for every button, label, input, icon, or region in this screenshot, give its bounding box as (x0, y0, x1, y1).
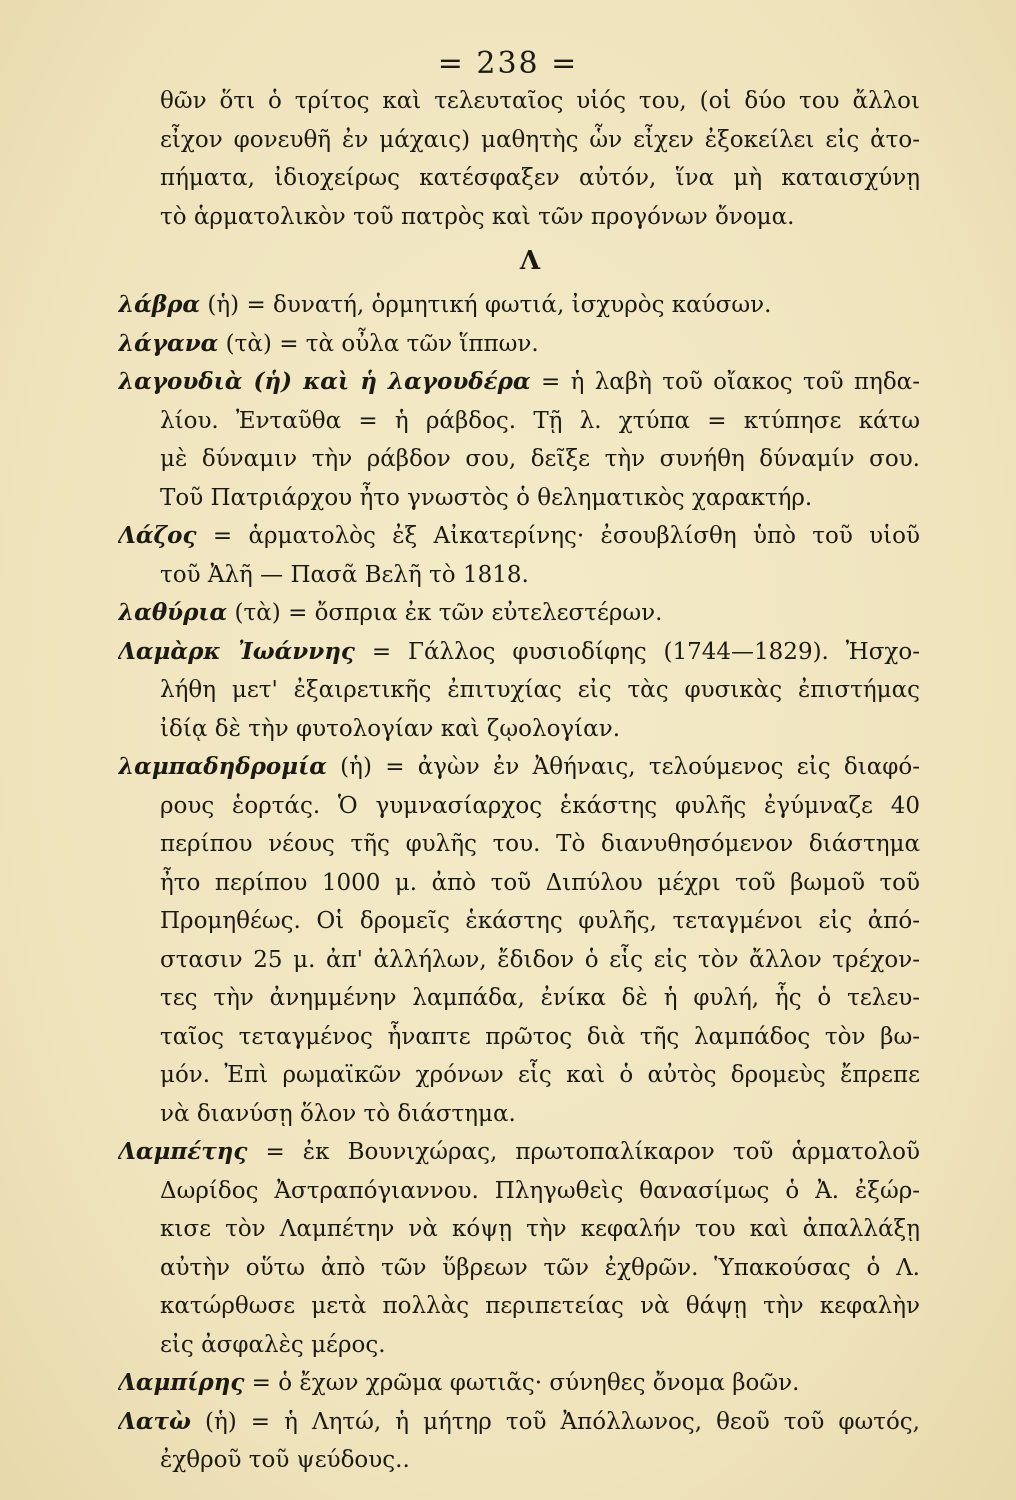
entry-first-line (118, 517, 920, 556)
entry-definition: = ἁρματολὸς ἐξ Αἰκατερίνης· ἐσουβλίσθη ὑπὸ τοῦ υἱοῦ (196, 523, 920, 549)
entry-headword: Λατὼ (118, 1407, 191, 1435)
entry-continuation-line: τες τὴν ἀνημμένην λαμπάδα, ἐνίκα δὲ ἡ φυλή, ἧς ὁ τελευ- (160, 985, 920, 1011)
entry-continuation-line: μόν. Ἐπὶ ρωμαϊκῶν χρόνων εἷς καὶ ὁ αὐτὸς δρομεὺς ἔπρεπε (160, 1062, 920, 1088)
entry-definition: = ἐκ Βουνιχώρας, πρωτοπαλίκαρον τοῦ ἁρματολοῦ (247, 1139, 920, 1165)
entry-continuation-line: κατώρθωσε μετὰ πολλὰς περιπετείας νὰ θάψῃ τὴν κεφαλὴν (160, 1293, 920, 1319)
entry-headword: Λαμπέτης (118, 1138, 248, 1165)
text-body (118, 82, 920, 1480)
entry-first-line (118, 1133, 920, 1172)
dictionary-entry (118, 748, 920, 1133)
entry-first-line (118, 1364, 920, 1403)
intro-line: τὸ ἁρματολικὸν τοῦ πατρὸς καὶ τῶν προγόνων ὄνομα. (160, 203, 795, 230)
entry-definition: (ἡ) = ἡ Λητώ, ἡ μήτηρ τοῦ Ἀπόλλωνος, θεοῦ τοῦ φωτός, (190, 1408, 920, 1435)
entry-headword: Λάζος (118, 522, 197, 549)
entry-continuation-line: λήθη μετ' ἐξαιρετικῆς ἐπιτυχίας εἰς τὰς φυσικὰς ἐπιστήμας (160, 677, 920, 703)
entry-first-line (118, 1403, 920, 1442)
entry-headword: λάβρα (118, 291, 201, 318)
entry-continuation-line: ἐχθροῦ τοῦ ψεύδους.. (160, 1447, 410, 1473)
entry-headword: Λαμπίρης (118, 1369, 245, 1396)
entry-continuation-line: μὲ δύναμιν τὴν ράβδον σου, δεῖξε τὴν συνήθη δύναμίν σου. (160, 446, 920, 472)
entry-continuation-line: στασιν 25 μ. ἀπ' ἀλλήλων, ἔδιδον ὁ εἷς εἰς τὸν ἄλλον τρέχον- (160, 946, 920, 973)
entry-continuation-line: ἦτο περίπου 1000 μ. ἀπὸ τοῦ Διπύλου μέχρι τοῦ βωμοῦ τοῦ (160, 869, 920, 896)
entry-first-line (118, 594, 920, 633)
page-number: = 238 = (437, 46, 579, 81)
entry-continuation-line: αὐτὴν οὕτω ἀπὸ τῶν ὕβρεων τῶν ἐχθρῶν. Ὑπακούσας ὁ Λ. (160, 1254, 920, 1281)
entry-continuation-line: τοῦ Ἀλῆ — Πασᾶ Βελῆ τὸ 1818. (160, 561, 529, 588)
entry-definition: (τὰ) = ὄσπρια ἐκ τῶν εὐτελεστέρων. (227, 600, 663, 626)
entry-first-line (118, 633, 920, 672)
entry-continuation-line: νὰ διανύσῃ ὅλον τὸ διάστημα. (160, 1100, 516, 1127)
entry-headword: λαμπαδηδρομία (118, 753, 327, 780)
entry-first-line (118, 748, 920, 787)
entry-first-line (118, 325, 920, 364)
entry-headword: Λαμὰρκ Ἰωάννης (118, 637, 355, 665)
entry-headword: λάγανα (118, 329, 219, 357)
entry-continuation-line: ταῖος τεταγμένος ἧναπτε πρῶτος διὰ τῆς λαμπάδος τὸν βω- (160, 1023, 920, 1050)
entry-definition: = ἡ λαβὴ τοῦ οἴακος τοῦ πηδα- (530, 369, 920, 395)
entry-definition: (ἡ) = ἀγὼν ἐν Ἀθήναις, τελούμενος εἰς διαφό- (326, 754, 920, 780)
entry-continuation-line: Δωρίδος Ἀστραπόγιαννου. Πληγωθεὶς θανασίμως ὁ Ἀ. ἐξώρ- (160, 1177, 920, 1204)
entry-continuation-line: ἰδίᾳ δὲ τὴν φυτολογίαν καὶ ζῳολογίαν. (160, 715, 621, 742)
dictionary-entry (118, 1133, 920, 1364)
entry-definition: = ὁ ἔχων χρῶμα φωτιᾶς· σύνηθες ὄνομα βοῶν. (244, 1370, 800, 1396)
dictionary-entry (118, 286, 920, 325)
intro-line: εἶχον φονευθῆ ἐν μάχαις) μαθητὴς ὧν εἶχεν ἐξοκείλει εἰς ἀτο- (160, 126, 920, 153)
section-letter: Λ (519, 246, 541, 276)
dictionary-entry (118, 363, 920, 517)
entry-first-line (118, 286, 920, 325)
entry-continuation-line: Προμηθέως. Οἱ δρομεῖς ἑκάστης φυλῆς, τεταγμένοι εἰς ἀπό- (160, 908, 920, 934)
entry-continuation-line: λίου. Ἐνταῦθα = ἡ ράβδος. Τῇ λ. χτύπα = κτύπησε κάτω (160, 407, 920, 434)
dictionary-entry (118, 1403, 920, 1480)
dictionary-entry (118, 517, 920, 594)
entries-list (118, 286, 920, 1480)
dictionary-entry (118, 325, 920, 364)
entry-headword: λαθύρια (118, 599, 228, 626)
dictionary-entry (118, 633, 920, 749)
entry-continuation-line: ρους ἑορτάς. Ὁ γυμνασίαρχος ἑκάστης φυλῆς ἐγύμναζε 40 (160, 792, 920, 819)
entry-continuation-line: εἰς ἀσφαλὲς μέρος. (160, 1331, 386, 1358)
intro-line: θῶν ὅτι ὁ τρίτος καὶ τελευταῖος υἱός του, (οἱ δύο του ἄλλοι (160, 88, 920, 114)
intro-line: πήματα, ἰδιοχείρως κατέσφαξεν αὐτόν, ἵνα μὴ καταισχύνῃ (160, 165, 920, 191)
entry-definition: = Γάλλος φυσιοδίφης (1744—1829). Ἠσχο- (354, 638, 920, 665)
entry-definition: (ἡ) = δυνατή, ὁρμητική φωτιά, ἰσχυρὸς καύσων. (200, 292, 772, 318)
entry-headword: λαγουδιὰ (ἡ) καὶ ἡ λαγουδέρα (118, 368, 531, 395)
entry-definition: (τὰ) = τὰ οὖλα τῶν ἵππων. (218, 330, 539, 357)
entry-continuation-line: περίπου νέους τῆς φυλῆς του. Τὸ διανυθησόμενον διάστημα (160, 831, 920, 857)
dictionary-entry (118, 594, 920, 633)
entry-first-line (118, 363, 920, 402)
entry-continuation-line: κισε τὸν Λαμπέτην νὰ κόψῃ τὴν κεφαλήν του καὶ ἀπαλλάξῃ (160, 1216, 920, 1242)
entry-continuation-line: Τοῦ Πατριάρχου ἦτο γνωστὸς ὁ θεληματικὸς χαρακτήρ. (160, 484, 813, 511)
dictionary-entry (118, 1364, 920, 1403)
